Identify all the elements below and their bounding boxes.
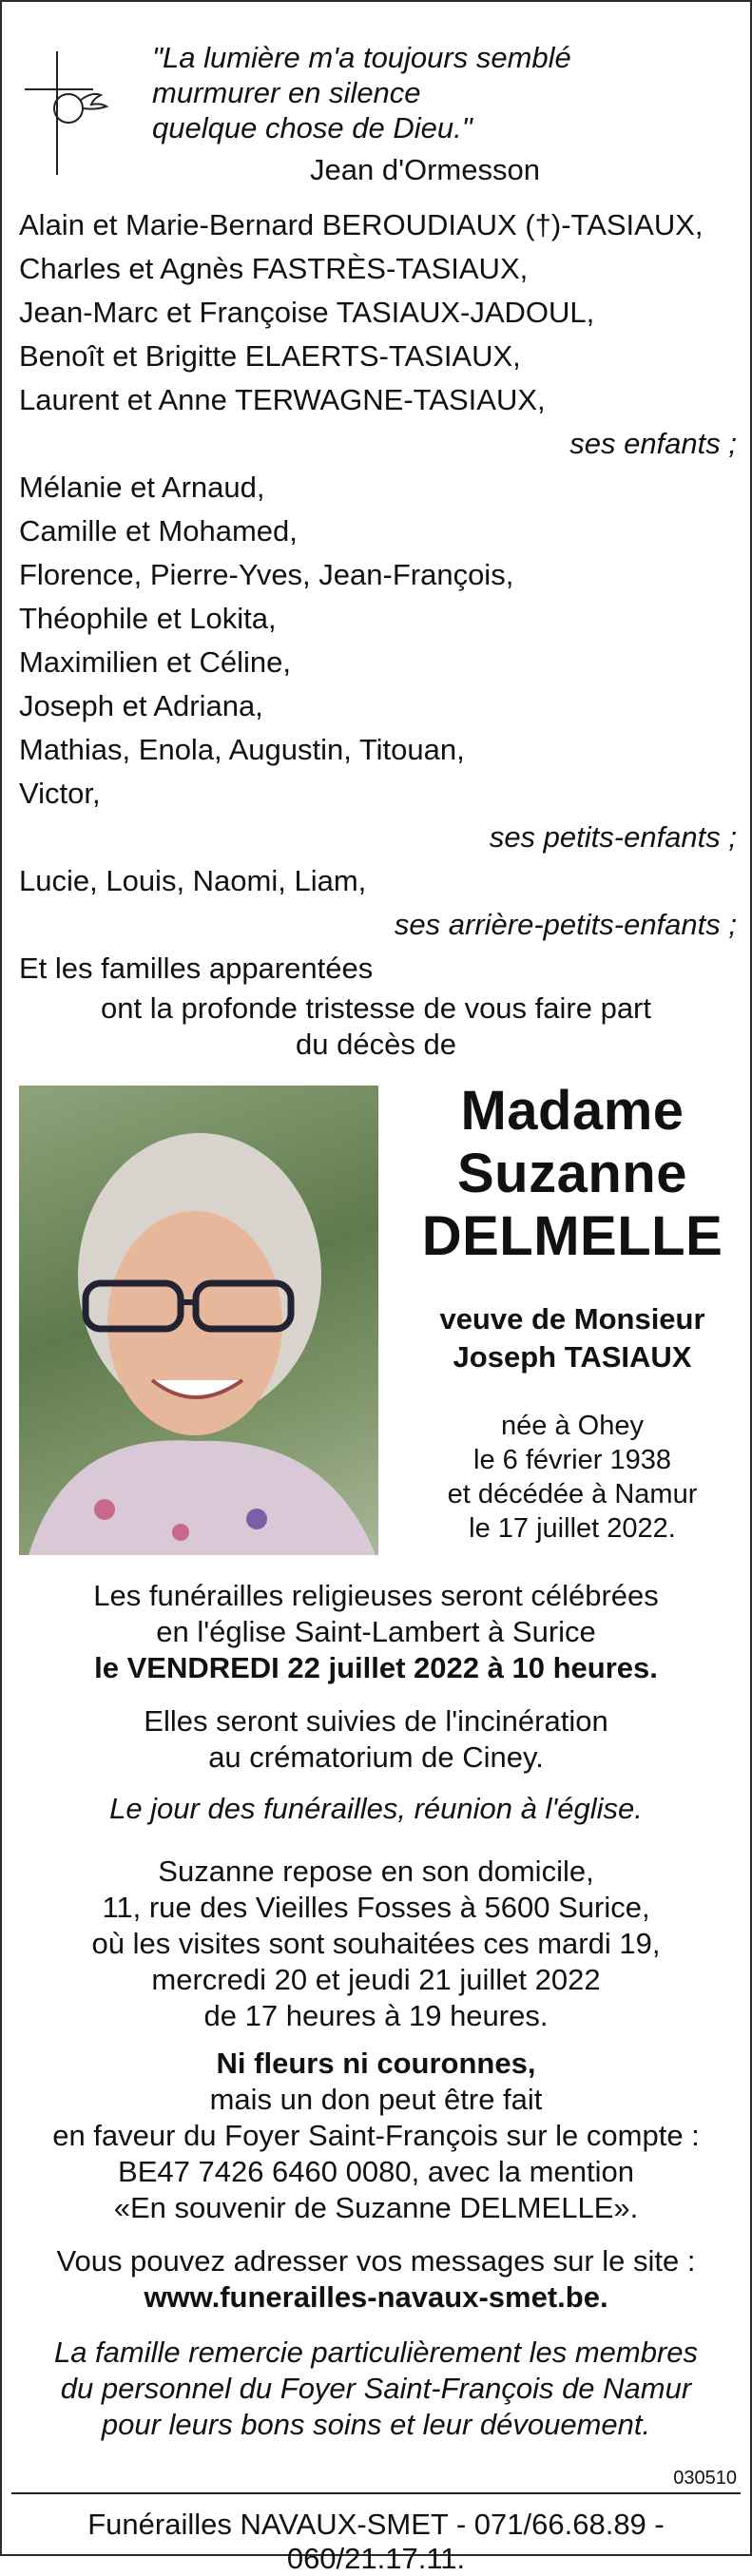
- deceased-last-name: DELMELLE: [421, 1205, 723, 1267]
- quote-author: Jean d'Ormesson: [310, 153, 540, 186]
- visitation-line: 11, rue des Vieilles Fosses à 5600 Surice,: [102, 1891, 650, 1924]
- announcement: [11, 990, 741, 1063]
- life-dates: [401, 1409, 743, 1546]
- date-line: le 6 février 1938: [473, 1445, 671, 1475]
- quote-line: "La lumière m'a toujours semblé: [152, 41, 571, 74]
- portrait-photo: [19, 1086, 378, 1555]
- families-line: Et les familles apparentées: [19, 952, 374, 985]
- children-role: ses enfants ;: [569, 427, 737, 460]
- quote-line: murmurer en silence: [152, 76, 421, 109]
- grandchildren-role: ses petits-enfants ;: [489, 820, 737, 854]
- grandchildren-list: [19, 466, 737, 859]
- footer-divider: [11, 2492, 741, 2494]
- messages-line: Vous pouvez adresser vos messages sur le site :: [56, 2244, 696, 2278]
- family-line: Alain et Marie-Bernard BEROUDIAUX (†)-TASIAUX,: [19, 208, 704, 241]
- thanks-line: La famille remercie particulièrement les membres: [53, 2336, 699, 2369]
- family-line: Laurent et Anne TERWAGNE-TASIAUX,: [19, 383, 546, 416]
- flowers-heading: Ni fleurs ni couronnes,: [216, 2047, 536, 2080]
- donation-line: en faveur du Foyer Saint-François sur le compte :: [52, 2119, 700, 2152]
- family-line: Maximilien et Céline,: [19, 645, 291, 679]
- announcement-line: ont la profonde tristesse de vous faire part: [101, 991, 651, 1025]
- family-line: Benoît et Brigitte ELAERTS-TASIAUX,: [19, 339, 521, 373]
- thanks-note: [11, 2335, 741, 2443]
- visitation-line: où les visites sont souhaitées ces mardi 19,: [91, 1927, 661, 1960]
- cremation-info: [11, 1703, 741, 1776]
- reference-number: 030510: [673, 2468, 737, 2489]
- visitation-line: mercredi 20 et jeudi 21 juillet 2022: [151, 1963, 601, 1996]
- deceased-title: Madame: [460, 1080, 685, 1142]
- cremation-line: Elles seront suivies de l'incinération: [144, 1704, 608, 1738]
- funeral-line: Les funérailles religieuses seront célébrées: [93, 1579, 659, 1612]
- family-line: Camille et Mohamed,: [19, 514, 298, 548]
- announcement-line: du décès de: [296, 1028, 456, 1061]
- family-line: Joseph et Adriana,: [19, 689, 263, 722]
- thanks-line: du personnel du Foyer Saint-François de Namur: [60, 2372, 692, 2405]
- family-line: Jean-Marc et Françoise TASIAUX-JADOUL,: [19, 296, 595, 329]
- donation-line: mais un don peut être fait: [209, 2083, 543, 2116]
- quote-line: quelque chose de Dieu.": [152, 111, 472, 144]
- date-line: et décédée à Namur: [447, 1479, 698, 1509]
- quote-text: [152, 40, 571, 145]
- children-list: [19, 203, 737, 466]
- cremation-line: au crématorium de Ciney.: [208, 1740, 544, 1774]
- visitation-line: de 17 heures à 19 heures.: [203, 1999, 549, 2032]
- footer-contact: Funérailles NAVAUX-SMET - 071/66.68.89 - 060/21.17.11.: [87, 2508, 665, 2575]
- funeral-line: en l'église Saint-Lambert à Surice: [156, 1615, 596, 1648]
- spouse-info: [401, 1300, 743, 1376]
- website-link[interactable]: www.funerailles-navaux-smet.be.: [144, 2280, 608, 2314]
- cross-dove-icon: [25, 51, 110, 175]
- reunion-note: Le jour des funérailles, réunion à l'église.: [109, 1792, 643, 1825]
- date-line: née à Ohey: [501, 1411, 644, 1441]
- family-line: Mathias, Enola, Augustin, Titouan,: [19, 733, 465, 766]
- visitation-line: Suzanne repose en son domicile,: [158, 1855, 594, 1888]
- messages-info: [11, 2243, 741, 2316]
- funeral-datetime: le VENDREDI 22 juillet 2022 à 10 heures.: [94, 1651, 658, 1684]
- great-grandchildren-role: ses arrière-petits-enfants ;: [394, 908, 737, 941]
- great-grandchildren-list: [19, 859, 737, 990]
- family-line: Mélanie et Arnaud,: [19, 471, 265, 504]
- funeral-info: [11, 1578, 741, 1686]
- visitation-info: [11, 1854, 741, 2034]
- donation-info: [11, 2046, 741, 2226]
- family-line: Théophile et Lokita,: [19, 602, 277, 635]
- spouse-line: veuve de Monsieur: [439, 1302, 705, 1336]
- quote-block: [25, 36, 709, 188]
- deceased-first-name: Suzanne: [457, 1143, 687, 1204]
- donation-line: BE47 7426 6460 0080, avec la mention: [118, 2155, 634, 2188]
- date-line: le 17 juillet 2022.: [469, 1513, 676, 1544]
- deceased-block: [401, 1080, 743, 1546]
- spouse-line: Joseph TASIAUX: [453, 1340, 692, 1374]
- family-line: Lucie, Louis, Naomi, Liam,: [19, 864, 367, 897]
- portrait-illustration: [19, 1086, 378, 1555]
- family-line: Charles et Agnès FASTRÈS-TASIAUX,: [19, 252, 529, 285]
- thanks-line: pour leurs bons soins et leur dévouement.: [101, 2408, 651, 2441]
- family-line: Victor,: [19, 777, 101, 810]
- family-line: Florence, Pierre-Yves, Jean-François,: [19, 558, 514, 591]
- donation-line: «En souvenir de Suzanne DELMELLE».: [113, 2191, 639, 2224]
